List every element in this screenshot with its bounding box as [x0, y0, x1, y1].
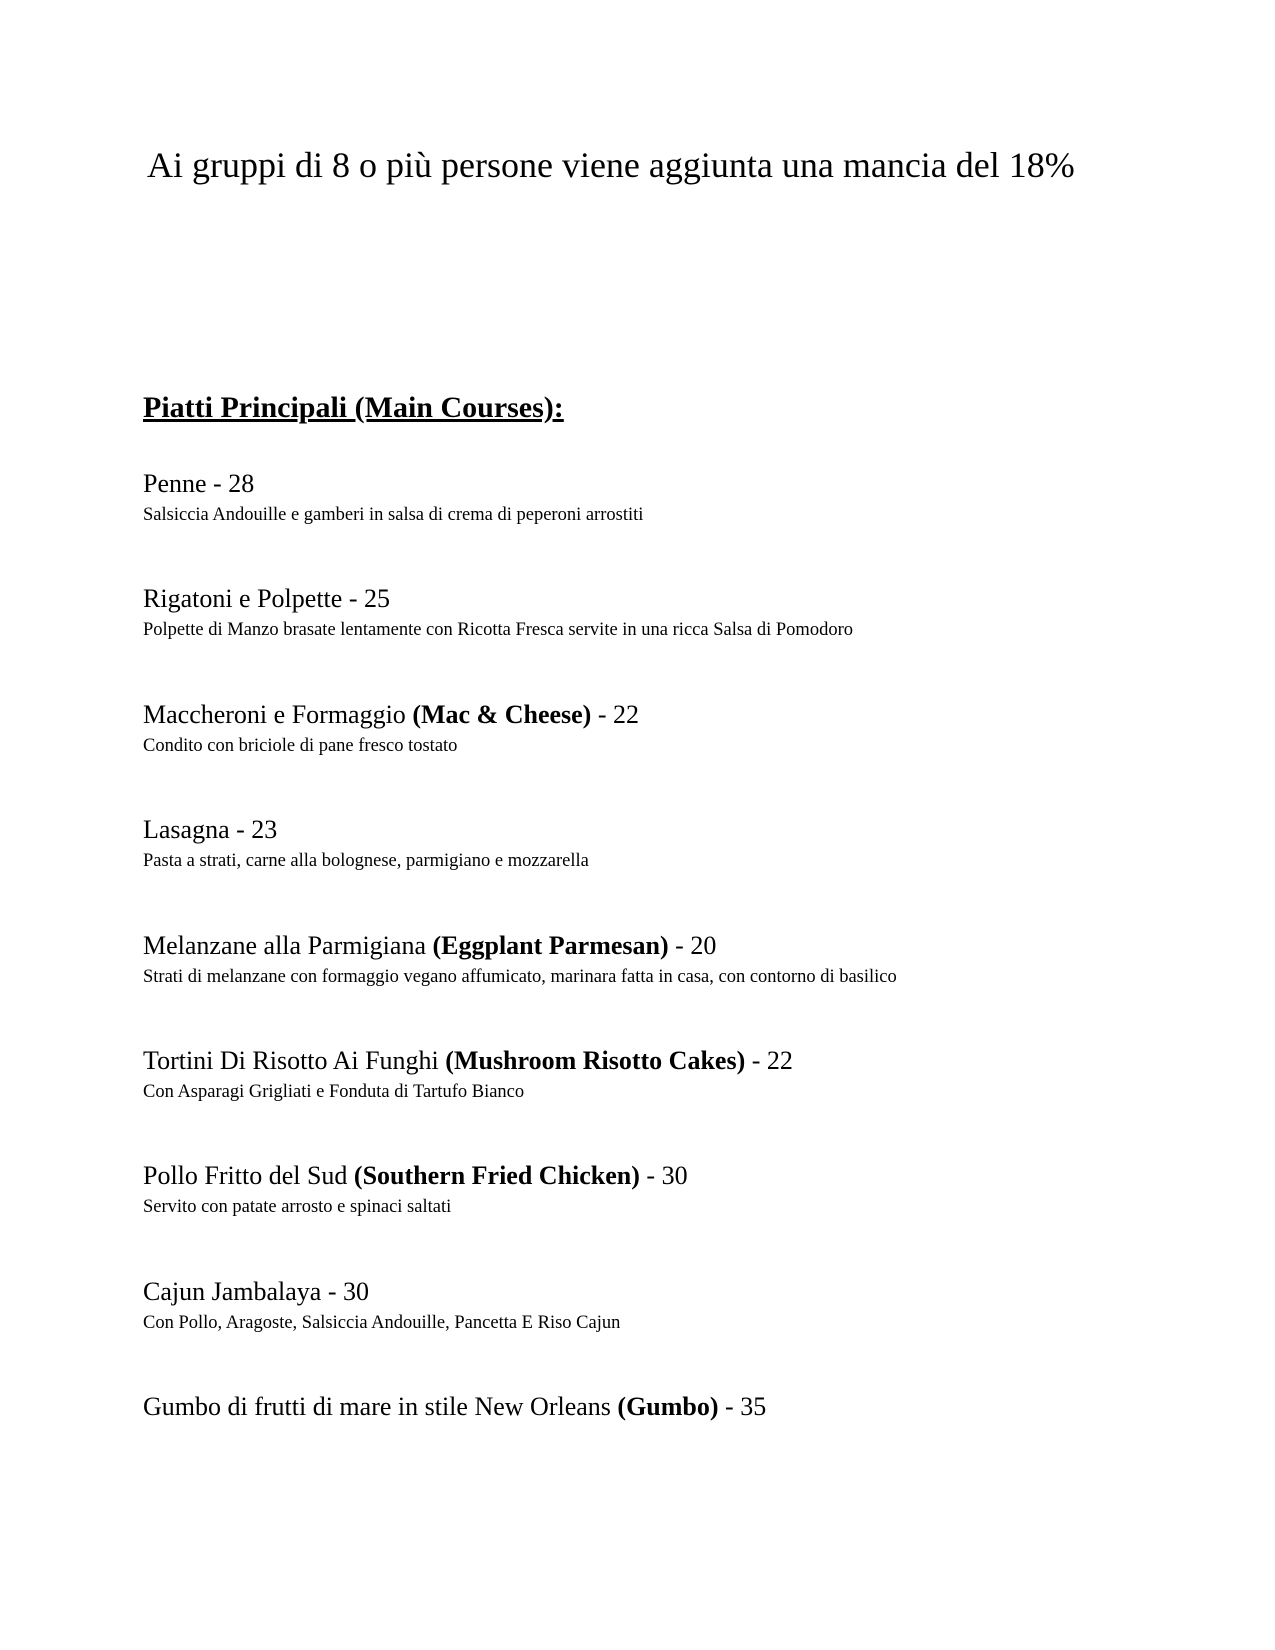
- dish-name: Tortini Di Risotto Ai Funghi: [143, 1045, 439, 1075]
- dish-price: 22: [613, 699, 640, 729]
- menu-item: [143, 700, 897, 815]
- dish-english-name: (Southern Fried Chicken): [353, 1161, 640, 1191]
- menu-item-title: Pollo Fritto del Sud (Southern Fried Chicken) - 30: [143, 1161, 688, 1191]
- dish-price: 35: [740, 1392, 767, 1422]
- dish-description: Servito con patate arrosto e spinaci saltati: [143, 1197, 452, 1218]
- dish-name: Melanzane alla Parmigiana: [143, 930, 426, 960]
- dish-name: Gumbo di frutti di mare in stile New Orleans: [143, 1392, 611, 1422]
- dish-price: 20: [690, 930, 717, 960]
- menu-item-title: Cajun Jambalaya - 30: [143, 1276, 370, 1306]
- dish-description: Con Asparagi Grigliati e Fonduta di Tartufo Bianco: [143, 1081, 525, 1102]
- dish-name: Rigatoni e Polpette: [143, 584, 343, 614]
- dish-name: Pollo Fritto del Sud: [143, 1161, 348, 1191]
- menu-item: [143, 931, 897, 1046]
- menu-item-title: Lasagna - 23: [143, 815, 278, 845]
- menu-item: [143, 584, 897, 699]
- dish-description: Con Pollo, Aragoste, Salsiccia Andouille, Pancetta E Riso Cajun: [143, 1312, 621, 1333]
- menu-item-title: Gumbo di frutti di mare in stile New Orleans (Gumbo) - 35: [143, 1392, 767, 1422]
- menu-item-title: Melanzane alla Parmigiana (Eggplant Parmesan) - 20: [143, 930, 717, 960]
- dish-description: Salsiccia Andouille e gamberi in salsa di crema di peperoni arrostiti: [143, 505, 644, 525]
- menu-items-list: [143, 469, 897, 1508]
- dish-price: 28: [228, 469, 255, 498]
- menu-item: [143, 815, 897, 930]
- dish-price: 30: [343, 1276, 370, 1306]
- menu-item: [143, 1277, 897, 1392]
- section-heading: Piatti Principali (Main Courses):: [143, 391, 564, 424]
- dish-english-name: (Mac & Cheese): [412, 699, 592, 729]
- dish-name: Penne: [143, 469, 207, 498]
- dish-description: Pasta a strati, carne alla bolognese, parmigiano e mozzarella: [143, 851, 589, 872]
- gratuity-notice: Ai gruppi di 8 o più persone viene aggiunta una mancia del 18%: [147, 145, 1075, 185]
- dish-price: 22: [766, 1045, 793, 1075]
- dish-price: 23: [251, 815, 278, 845]
- menu-item-title: Tortini Di Risotto Ai Funghi (Mushroom Risotto Cakes) - 22: [143, 1045, 793, 1075]
- dish-english-name: (Mushroom Risotto Cakes): [445, 1045, 746, 1075]
- dish-description: Condito con briciole di pane fresco tostato: [143, 735, 458, 756]
- menu-item: [143, 1161, 897, 1276]
- dish-price: 25: [363, 584, 390, 614]
- dish-description: Strati di melanzane con formaggio vegano affumicato, marinara fatta in casa, con contorno di basilico: [143, 966, 897, 987]
- dish-description: Polpette di Manzo brasate lentamente con Ricotta Fresca servite in una ricca Salsa di Pomodoro: [143, 620, 853, 641]
- menu-item-title: Rigatoni e Polpette - 25: [143, 584, 390, 614]
- menu-item: [143, 1046, 897, 1161]
- dish-english-name: (Gumbo): [617, 1392, 719, 1422]
- dish-name: Cajun Jambalaya: [143, 1276, 322, 1306]
- dish-name: Lasagna: [143, 815, 230, 845]
- menu-item: [143, 1392, 897, 1507]
- menu-item-title: Maccheroni e Formaggio (Mac & Cheese) - 22: [143, 699, 640, 729]
- dish-price: 30: [661, 1161, 688, 1191]
- dish-english-name: (Eggplant Parmesan): [432, 930, 669, 960]
- dish-name: Maccheroni e Formaggio: [143, 699, 406, 729]
- menu-item-title: Penne - 28: [143, 469, 255, 498]
- menu-item: [143, 469, 897, 584]
